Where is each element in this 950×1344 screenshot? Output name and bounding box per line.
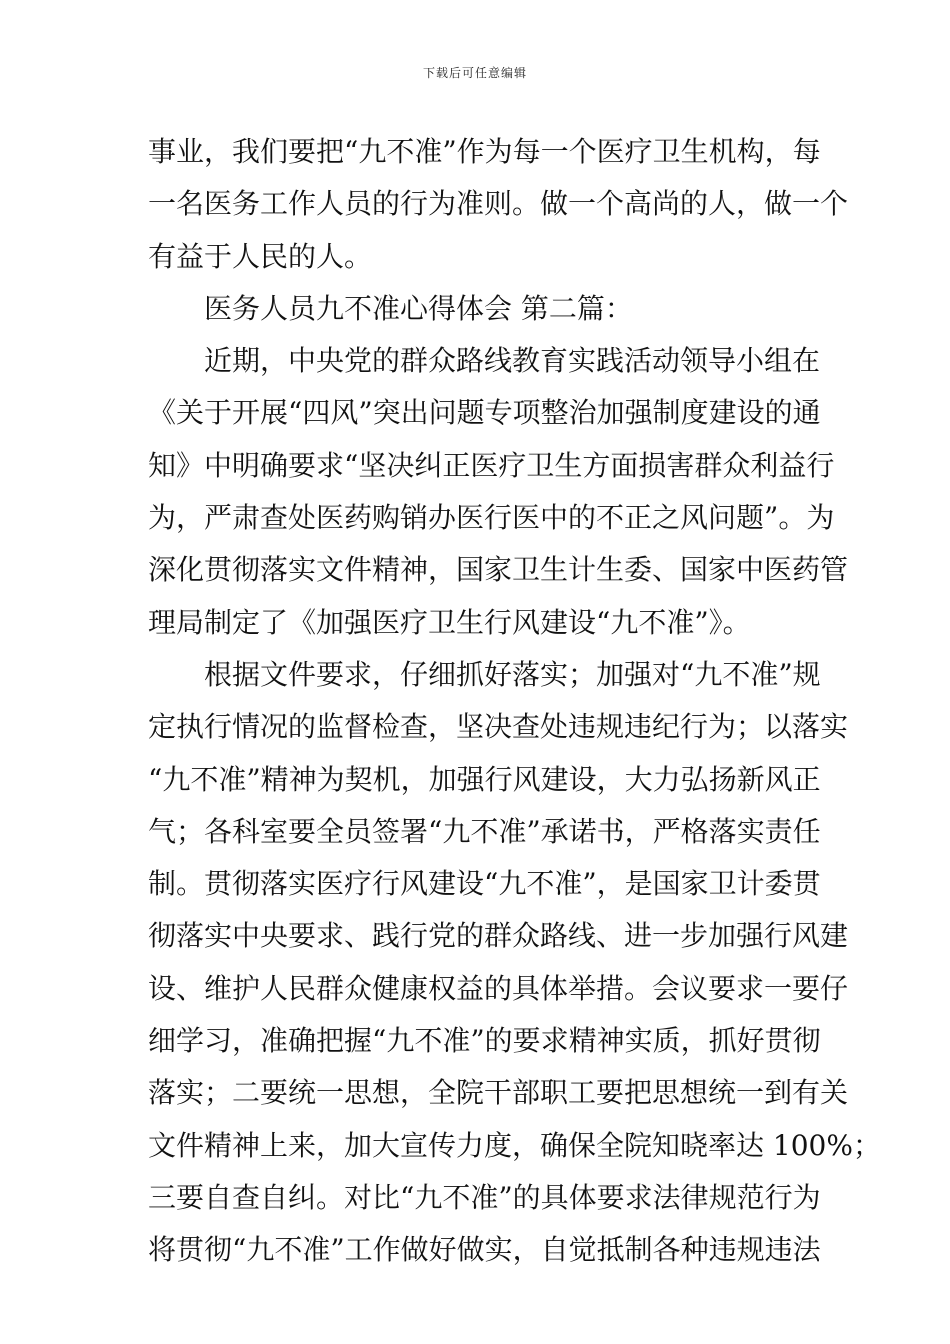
text-line: “九不准”精神为契机，加强行风建设，大力弘扬新风正 bbox=[148, 762, 821, 796]
text-line: 《关于开展“四风”突出问题专项整治加强制度建设的通 bbox=[148, 396, 821, 430]
text-line: 彻落实中央要求、践行党的群众路线、进一步加强行风建 bbox=[148, 919, 849, 953]
text-line: 将贯彻“九不准”工作做好做实，自觉抵制各种违规违法 bbox=[148, 1233, 821, 1267]
header-note: 下载后可任意编辑 bbox=[422, 66, 527, 80]
text-line: 一名医务工作人员的行为准则。做一个高尚的人，做一个 bbox=[148, 187, 849, 221]
text-line: 深化贯彻落实文件精神，国家卫生计生委、国家中医药管 bbox=[148, 553, 849, 587]
document-body bbox=[148, 126, 881, 1277]
text-line: 根据文件要求，仔细抓好落实；加强对“九不准”规 bbox=[204, 657, 821, 691]
text-line: 事业，我们要把“九不准”作为每一个医疗卫生机构，每 bbox=[148, 135, 821, 168]
text-line: 文件精神上来，加大宣传力度，确保全院知晓率达 100%； bbox=[148, 1128, 881, 1162]
text-line: 理局制定了《加强医疗卫生行风建设“九不准”》。 bbox=[148, 605, 751, 639]
text-line: 落实；二要统一思想，全院干部职工要把思想统一到有关 bbox=[148, 1076, 849, 1110]
text-line: 制。贯彻落实医疗行风建设“九不准”，是国家卫计委贯 bbox=[148, 867, 821, 901]
text-line: 气；各科室要全员签署“九不准”承诺书，严格落实责任 bbox=[148, 814, 821, 848]
text-line: 三要自查自纠。对比“九不准”的具体要求法律规范行为 bbox=[148, 1180, 821, 1214]
text-line: 有益于人民的人。 bbox=[148, 239, 373, 273]
text-line: 为，严肃查处医药购销办医行医中的不正之风问题”。为 bbox=[148, 501, 835, 535]
text-line: 设、维护人民群众健康权益的具体举措。会议要求一要仔 bbox=[148, 971, 849, 1005]
text-line: 近期，中央党的群众路线教育实践活动领导小组在 bbox=[204, 344, 821, 378]
text-line: 定执行情况的监督检查，坚决查处违规违纪行为；以落实 bbox=[148, 710, 849, 744]
text-line: 知》中明确要求“坚决纠正医疗卫生方面损害群众利益行 bbox=[148, 448, 835, 482]
section-heading: 医务人员九不准心得体会 第二篇： bbox=[204, 291, 633, 325]
text-line: 细学习，准确把握“九不准”的要求精神实质，抓好贯彻 bbox=[148, 1024, 821, 1058]
